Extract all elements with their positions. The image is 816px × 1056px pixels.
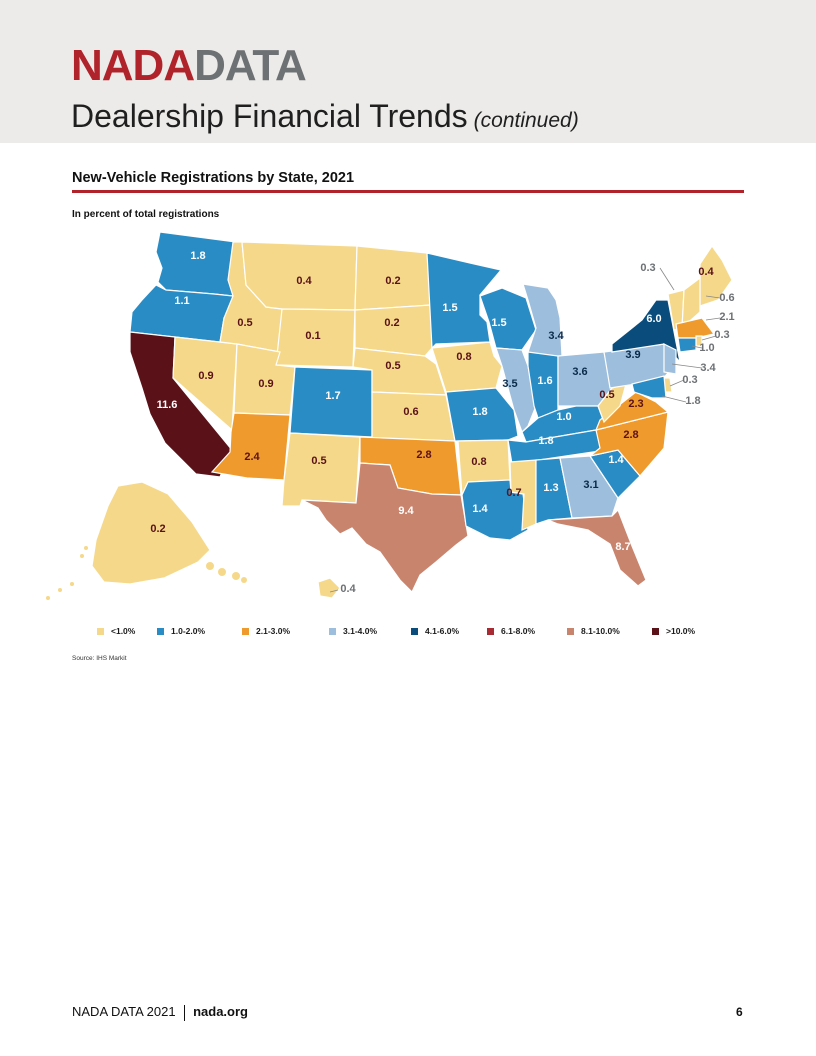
value-label-mi: 3.4	[548, 330, 564, 342]
value-label-ct: 1.0	[699, 342, 715, 354]
legend-label: 3.1-4.0%	[343, 626, 378, 636]
value-label-ms: 0.7	[506, 487, 522, 499]
state-nj	[664, 344, 676, 374]
value-label-ga: 3.1	[583, 479, 599, 491]
legend-swatch	[242, 628, 249, 635]
state-wa	[156, 232, 236, 296]
legend-swatch	[97, 628, 104, 635]
legend-item	[411, 624, 459, 638]
value-label-az: 2.4	[244, 451, 260, 463]
value-label-il: 3.5	[502, 378, 518, 390]
value-label-ri: 0.3	[714, 329, 730, 341]
value-label-nj: 3.4	[700, 362, 716, 374]
value-label-vt: 0.3	[640, 262, 656, 274]
value-label-hi: 0.4	[340, 583, 356, 595]
value-label-mo: 1.8	[472, 406, 488, 418]
legend-item	[157, 624, 205, 638]
state-hi	[318, 578, 340, 598]
value-label-pa: 3.9	[625, 349, 641, 361]
legend-swatch	[329, 628, 336, 635]
value-label-nc: 2.8	[623, 429, 639, 441]
legend-label: 8.1-10.0%	[581, 626, 620, 636]
state-co	[290, 367, 372, 437]
leader-line-vt	[660, 268, 674, 290]
value-label-fl: 8.7	[615, 541, 631, 553]
legend-label: >10.0%	[666, 626, 696, 636]
legend-swatch	[157, 628, 164, 635]
value-label-tn: 1.8	[538, 435, 554, 447]
logo-part-data: DATA	[194, 41, 306, 90]
value-label-ks: 0.6	[403, 406, 419, 418]
logo-part-nada: NADA	[71, 41, 195, 90]
value-label-wv: 0.5	[599, 389, 615, 401]
legend-swatch	[567, 628, 574, 635]
legend-item	[329, 624, 377, 638]
state-ct	[678, 338, 696, 352]
legend-label: 1.0-2.0%	[171, 626, 206, 636]
value-label-sc: 1.4	[608, 454, 624, 466]
legend-label: 6.1-8.0%	[501, 626, 536, 636]
page-title-text: Dealership Financial Trends	[71, 98, 468, 134]
value-label-nd: 0.2	[385, 275, 401, 287]
alaska-island	[46, 596, 50, 600]
footer-separator	[184, 1005, 186, 1021]
value-label-ny: 6.0	[646, 313, 662, 325]
legend-item	[487, 624, 535, 638]
page-number: 6	[736, 1005, 743, 1019]
value-label-mt: 0.4	[296, 275, 312, 287]
state-fl	[548, 510, 646, 586]
value-label-tx: 9.4	[398, 505, 414, 517]
value-label-nm: 0.5	[311, 455, 327, 467]
legend-swatch	[652, 628, 659, 635]
alaska-island	[241, 577, 247, 583]
alaska-island	[218, 568, 226, 576]
legend-item	[652, 624, 695, 638]
value-label-la: 1.4	[472, 503, 488, 515]
value-label-or: 1.1	[174, 295, 190, 307]
state-sd	[355, 305, 432, 356]
value-label-ak: 0.2	[150, 523, 166, 535]
value-label-va: 2.3	[628, 398, 644, 410]
leader-line-md	[662, 396, 686, 402]
map-legend	[97, 624, 717, 638]
value-label-co: 1.7	[325, 390, 341, 402]
alaska-island	[80, 554, 84, 558]
legend-swatch	[487, 628, 494, 635]
value-label-wa: 1.8	[190, 250, 206, 262]
value-label-mn: 1.5	[442, 302, 458, 314]
legend-item	[567, 624, 620, 638]
value-label-ca: 11.6	[156, 399, 178, 411]
value-label-ne: 0.5	[385, 360, 401, 372]
state-nm	[282, 433, 360, 506]
value-label-ar: 0.8	[471, 456, 487, 468]
value-label-wy: 0.1	[305, 330, 321, 342]
alaska-island	[70, 582, 74, 586]
legend-swatch	[411, 628, 418, 635]
legend-label: 4.1-6.0%	[425, 626, 460, 636]
value-label-oh: 3.6	[572, 366, 588, 378]
legend-item	[97, 624, 135, 638]
value-label-nh: 0.6	[719, 292, 735, 304]
value-label-md: 1.8	[685, 395, 701, 407]
legend-label: 2.1-3.0%	[256, 626, 291, 636]
leader-line-ma	[706, 318, 720, 320]
footer-link[interactable]: nada.org	[193, 1004, 248, 1019]
alaska-island	[84, 546, 88, 550]
legend-label: <1.0%	[111, 626, 136, 636]
alaska-island	[58, 588, 62, 592]
value-label-me: 0.4	[698, 266, 714, 278]
value-label-ma: 2.1	[719, 311, 735, 323]
value-label-in: 1.6	[537, 375, 553, 387]
footer	[72, 1004, 248, 1021]
value-label-ia: 0.8	[456, 351, 472, 363]
source-note: Source: IHS Markit	[72, 655, 127, 662]
alaska-island	[206, 562, 214, 570]
value-label-id: 0.5	[237, 317, 253, 329]
value-label-sd: 0.2	[384, 317, 400, 329]
page-title-suffix: (continued)	[473, 109, 579, 132]
value-label-nv: 0.9	[198, 370, 214, 382]
value-label-ok: 2.8	[416, 449, 432, 461]
value-label-ky: 1.0	[556, 411, 572, 423]
value-label-ut: 0.9	[258, 378, 274, 390]
section-title: New-Vehicle Registrations by State, 2021	[72, 170, 355, 186]
value-label-wi: 1.5	[491, 317, 507, 329]
value-label-de: 0.3	[682, 374, 698, 386]
value-label-al: 1.3	[543, 482, 559, 494]
legend-item	[242, 624, 290, 638]
map-subtitle: In percent of total registrations	[72, 209, 220, 220]
footer-publication: NADA DATA 2021	[72, 1004, 176, 1019]
alaska-island	[232, 572, 240, 580]
